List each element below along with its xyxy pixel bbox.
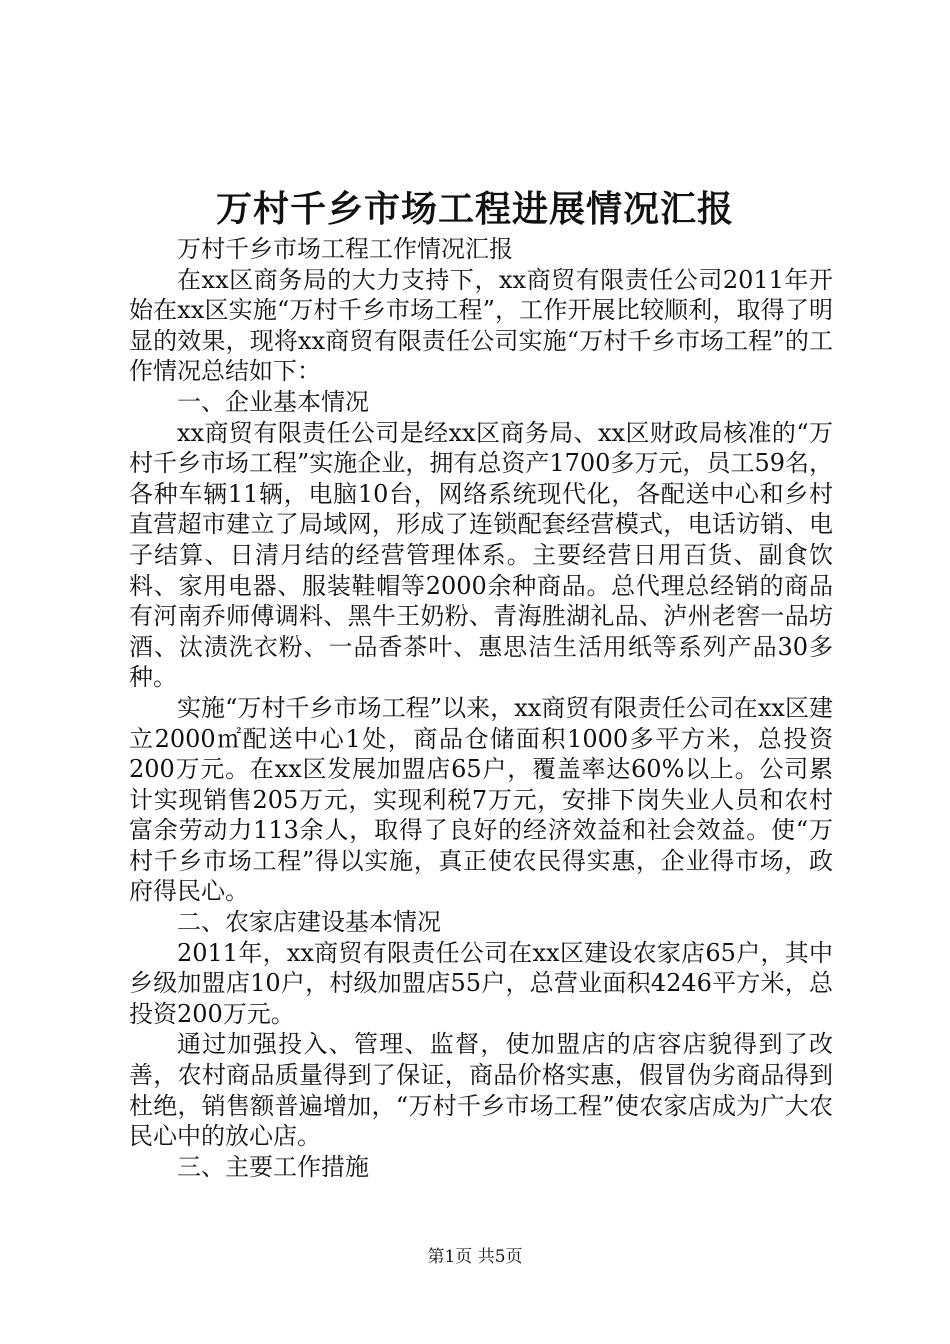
paragraph-store-improvement: 通过加强投入、管理、监督，使加盟店的店容店貌得到了改善，农村商品质量得到了保证，商品价格实惠，假冒伪劣商品得到杜绝，销售额普遍增加，“万村千乡市场工程”使农家店成为广大农民心中的放心店。 xyxy=(129,1030,833,1151)
paragraph-company-info: xx商贸有限责任公司是经xx区商务局、xx区财政局核准的“万村千乡市场工程”实施企业，拥有总资产1700多万元，员工59名，各种车辆11辆，电脑10台，网络系统现代化，各配送中心和乡村直营超市建立了局域网，形成了连锁配套经营模式，电话访销、电子结算、日清月结的经营管理体系。主要经营日用百货、副食饮料、家用电器、服装鞋帽等2000余种商品。总代理总经销的商品有河南乔师傅调料、黑牛王奶粉、青海胜湖礼品、泸州老窖一品坊酒、汰渍洗衣粉、一品香茶叶、惠思洁生活用纸等系列产品30多种。 xyxy=(129,418,833,692)
paragraph-intro: 在xx区商务局的大力支持下，xx商贸有限责任公司2011年开始在xx区实施“万村千乡市场工程”，工作开展比较顺利，取得了明显的效果，现将xx商贸有限责任公司实施“万村千乡市场工程”的工作情况总结如下： xyxy=(129,265,833,386)
section-heading-1: 一、企业基本情况 xyxy=(177,387,369,416)
section-heading-2: 二、农家店建设基本情况 xyxy=(177,908,441,937)
page-footer: 第1页 共5页 xyxy=(427,1247,523,1267)
paragraph-store-stats: 2011年，xx商贸有限责任公司在xx区建设农家店65户，其中乡级加盟店10户，村级加盟店55户，总营业面积4246平方米，总投资200万元。 xyxy=(129,938,833,1028)
document-body xyxy=(129,234,833,1182)
paragraph-implementation: 实施“万村千乡市场工程”以来，xx商贸有限责任公司在xx区建立2000㎡配送中心1处，商品仓储面积1000多平方米，总投资200万元。在xx区发展加盟店65户，覆盖率达60%以上。公司累计实现销售205万元，实现利税7万元，安排下岗失业人员和农村富余劳动力113余人，取得了良好的经济效益和社会效益。使“万村千乡市场工程”得以实施，真正使农民得实惠，企业得市场，政府得民心。 xyxy=(129,693,833,906)
section-heading-3: 三、主要工作措施 xyxy=(177,1152,369,1181)
document-title: 万村千乡市场工程进展情况汇报 xyxy=(215,188,734,230)
paragraph-subtitle: 万村千乡市场工程工作情况汇报 xyxy=(177,235,513,263)
